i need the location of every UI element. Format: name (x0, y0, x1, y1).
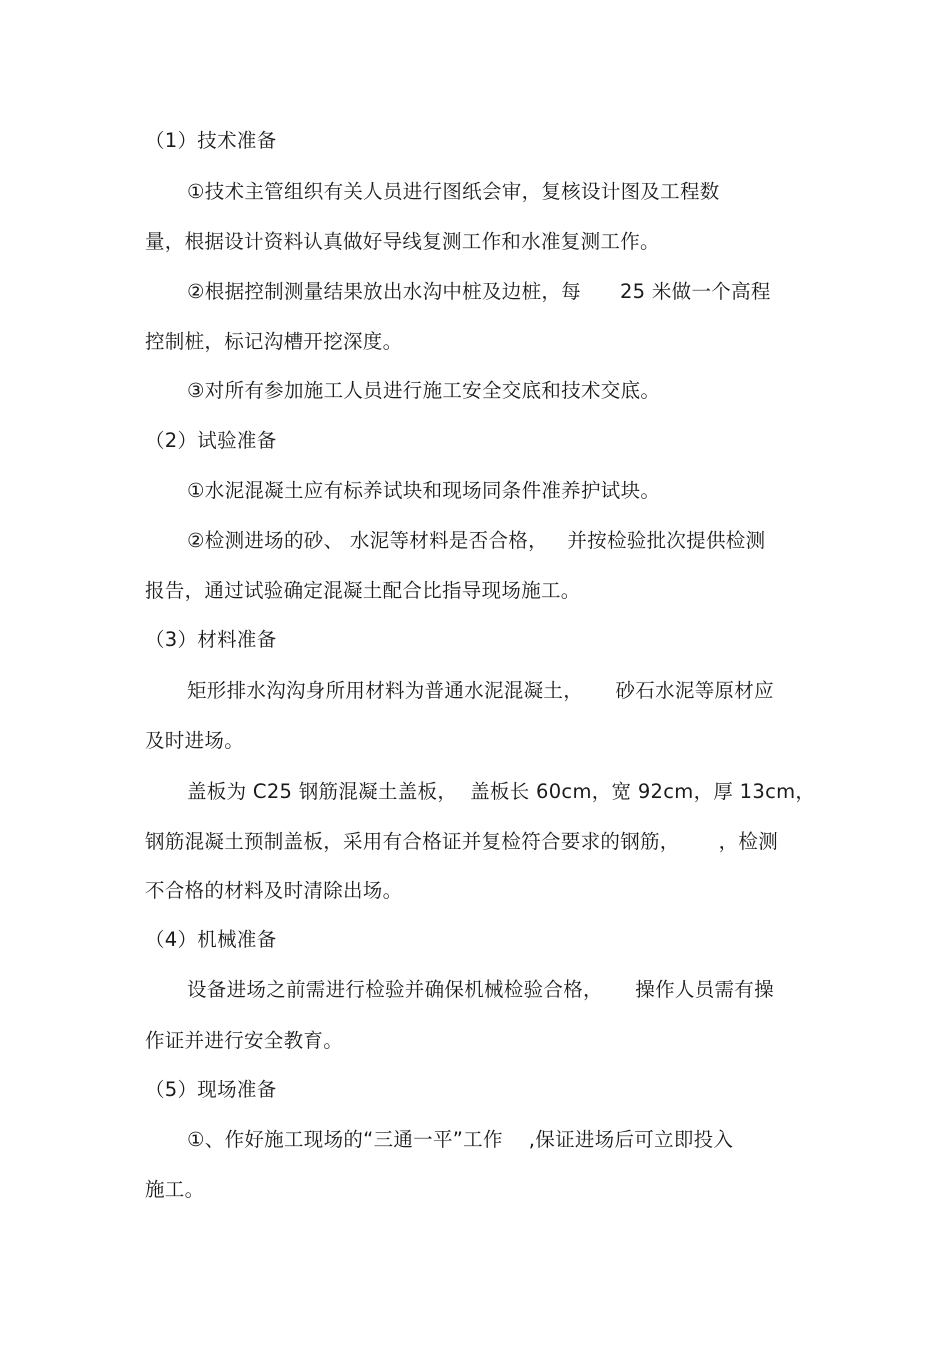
paragraph-line: ②根据控制测量结果放出水沟中桩及边桩，每 25 米做一个高程 (187, 280, 771, 303)
paragraph-line: ③对所有参加施工人员进行施工安全交底和技术交底。 (187, 379, 661, 402)
paragraph-line: 报告，通过试验确定混凝土配合比指导现场施工。 (145, 579, 581, 602)
paragraph-line: 施工。 (145, 1178, 205, 1201)
paragraph-line: 矩形排水沟沟身所用材料为普通水泥混凝土， 砂石水泥等原材应 (187, 679, 774, 702)
paragraph-line: 作证并进行安全教育。 (145, 1029, 344, 1052)
paragraph-line: ①水泥混凝土应有标养试块和现场同条件准养护试块。 (187, 479, 661, 502)
paragraph-line: 不合格的材料及时清除出场。 (145, 879, 403, 902)
section-heading-3: （3）材料准备 (145, 628, 277, 651)
paragraph-line: 设备进场之前需进行检验并确保机械检验合格， 操作人员需有操 (187, 978, 774, 1001)
paragraph-line: ①、作好施工现场的“三通一平”工作 ,保证进场后可立即投入 (187, 1128, 734, 1151)
section-heading-2: （2）试验准备 (145, 429, 277, 452)
paragraph-line: ②检测进场的砂、 水泥等材料是否合格， 并按检验批次提供检测 (187, 529, 766, 552)
paragraph-line: 钢筋混凝土预制盖板，采用有合格证并复检符合要求的钢筋， ，检测 (145, 830, 778, 853)
paragraph-line: 盖板为 C25 钢筋混凝土盖板， 盖板长 60cm，宽 92cm，厚 13cm， (187, 780, 816, 803)
paragraph-line: 量，根据设计资料认真做好导线复测工作和水准复测工作。 (145, 230, 660, 253)
section-heading-1: （1）技术准备 (145, 129, 277, 152)
section-heading-4: （4）机械准备 (145, 928, 277, 951)
paragraph-line: ①技术主管组织有关人员进行图纸会审，复核设计图及工程数 (187, 180, 720, 203)
paragraph-line: 控制桩，标记沟槽开挖深度。 (145, 330, 403, 353)
section-heading-5: （5）现场准备 (145, 1078, 277, 1101)
paragraph-line: 及时进场。 (145, 729, 245, 752)
